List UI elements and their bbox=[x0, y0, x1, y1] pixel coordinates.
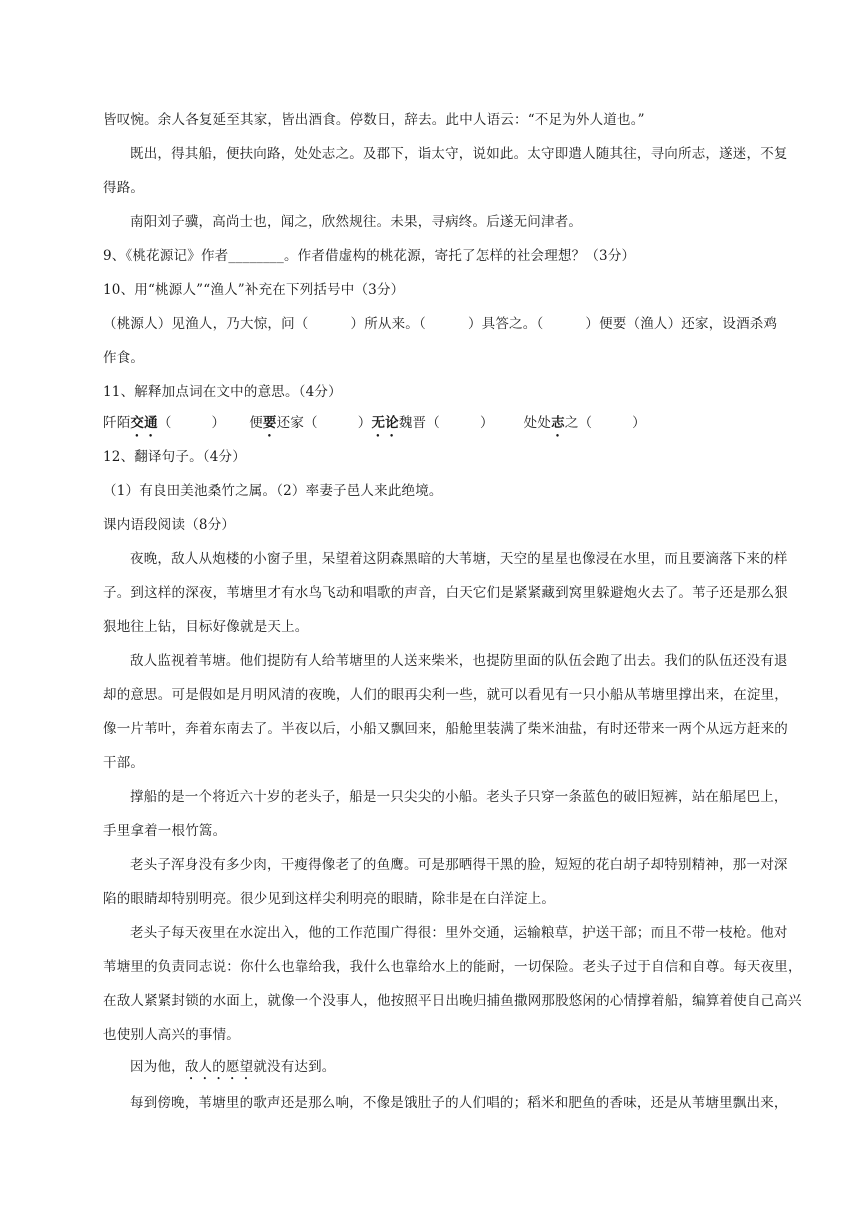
passage2-p1-line-2: 子。到这样的深夜，苇塘里才有水鸟飞动和唱歌的声音，白天它们是紧紧藏到窝里躲避炮火去了。苇子还是那么狠 bbox=[103, 585, 788, 601]
q10-part-c: ）具答之。（ bbox=[467, 316, 544, 332]
q11-word-4-pre: 处处 bbox=[523, 415, 552, 431]
passage2-p4-line-1: 老头子浑身没有多少肉，干瘦得像老了的鱼鹰。可是那晒得干黑的脸，短短的花白胡子却特别精神，那一对深 bbox=[130, 857, 788, 873]
question-10-line-1 bbox=[103, 315, 778, 333]
passage2-p5-line-1: 老头子每天夜里在水淀出入，他的工作范围广得很：里外交通，运输粮草，护送干部；而且不带一枝枪。他对 bbox=[130, 925, 788, 941]
passage2-p5-line-3: 在敌人紧紧封锁的水面上，就像一个没事人，他按照平日出晚归捕鱼撒网那股悠闲的心情撑着船，编算着使自己高兴 bbox=[103, 993, 802, 1009]
question-10-stem: 10、用“桃源人”“渔人”补充在下列括号中（3分） bbox=[103, 282, 405, 298]
q10-part-b: ）所从来。（ bbox=[350, 316, 426, 332]
passage2-p5-line-2: 苇塘里的负责同志说：你什么也靠给我，我什么也靠给水上的能耐，一切保险。老头子过于自信和自尊。每天夜里， bbox=[103, 959, 802, 975]
q11-word-2-post: 还家（ bbox=[276, 415, 318, 431]
question-12-items: （1）有良田美池桑竹之属。（2）率妻子邑人来此绝境。 bbox=[103, 483, 443, 499]
q11-word-2-pre: 便 bbox=[249, 415, 263, 431]
passage2-p2-line-3: 像一片苇叶，奔着东南去了。半夜以后，小船又飘回来，船舱里装满了柴米油盐，有时还带来一两个从远方赶来的 bbox=[103, 721, 788, 737]
passage2-p1-line-1: 夜晚，敌人从炮楼的小窗子里，呆望着这阴森黑暗的大苇塘，天空的星星也像浸在水里，而且要滴落下来的样 bbox=[130, 551, 788, 567]
q11-word-4-post: 之（ bbox=[564, 415, 593, 431]
q11-word-1-dotted: 交通 bbox=[130, 415, 158, 431]
question-10-line-2: 作食。 bbox=[103, 350, 145, 366]
passage2-p2-line-1: 敌人监视着苇塘。他们提防有人给苇塘里的人送来柴米，也提防里面的队伍会跑了出去。我们的队伍还没有退 bbox=[130, 653, 788, 669]
passage1-line-4: 南阳刘子骥，高尚士也，闻之，欣然规往。未果，寻病终。后遂无问津者。 bbox=[130, 214, 583, 230]
p6-dotted: 敌人的愿望 bbox=[184, 1059, 254, 1075]
question-11-stem: 11、解释加点词在文中的意思。（4分） bbox=[103, 384, 342, 400]
q11-word-2-dotted: 要 bbox=[262, 415, 277, 431]
question-9: 9、《桃花源记》作者________。作者借虚构的桃花源，寄托了怎样的社会理想？（3分） bbox=[103, 248, 636, 264]
question-11-words bbox=[103, 414, 759, 440]
passage2-p3-line-1: 撑船的是一个将近六十岁的老头子，船是一只尖尖的小船。老头子只穿一条蓝色的破旧短裤，站在船尾巴上， bbox=[130, 789, 788, 805]
p6-pre: 因为他， bbox=[130, 1059, 185, 1075]
passage2-p1-line-3: 狠地往上钻，目标好像就是天上。 bbox=[103, 619, 309, 635]
passage2-p7-line-1: 每到傍晚，苇塘里的歌声还是那么响，不像是饿肚子的人们唱的；稻米和肥鱼的香味，还是从苇塘里飘出来， bbox=[130, 1095, 788, 1111]
q11-word-3-close: ） bbox=[479, 415, 494, 431]
q11-word-2-close: ） bbox=[357, 415, 372, 431]
passage2-p5-line-4: 也使别人高兴的事情。 bbox=[103, 1027, 240, 1043]
passage1-line-2: 既出，得其船，便扶向路，处处志之。及郡下，诣太守，说如此。太守即遣人随其往，寻向所志，遂迷，不复 bbox=[130, 146, 788, 162]
p6-post: 就没有达到。 bbox=[253, 1059, 336, 1075]
q10-part-a: （桃源人）见渔人，乃大惊，问（ bbox=[103, 316, 309, 332]
passage2-p2-line-4: 干部。 bbox=[103, 755, 145, 771]
q11-word-1-close: ） bbox=[211, 415, 226, 431]
q11-word-4-dotted: 志 bbox=[551, 415, 565, 431]
passage1-line-1: 皆叹惋。余人各复延至其家，皆出酒食。停数日，辞去。此中人语云：“不足为外人道也。” bbox=[103, 112, 645, 128]
q11-word-3-post: 魏晋（ bbox=[398, 415, 440, 431]
section-heading: 课内语段阅读（8分） bbox=[103, 517, 236, 533]
passage2-p2-line-2: 却的意思。可是假如是月明风清的夜晚，人们的眼再尖利一些，就可以看见有一只小船从苇塘里撑出来，在淀里， bbox=[103, 687, 788, 703]
passage2-p6 bbox=[130, 1058, 759, 1083]
passage1-line-3: 得路。 bbox=[103, 180, 145, 196]
q11-word-1-pre: 阡陌 bbox=[103, 415, 131, 431]
q10-part-d: ）便要（渔人）还家，设酒杀鸡 bbox=[585, 316, 778, 332]
question-12-stem: 12、翻译句子。（4分） bbox=[103, 449, 246, 465]
passage2-p4-line-2: 陷的眼睛却特别明亮。很少见到这样尖利明亮的眼睛，除非是在白洋淀上。 bbox=[103, 891, 556, 907]
q11-word-1-post: （ bbox=[157, 415, 172, 431]
q11-word-3-dotted: 无论 bbox=[371, 415, 399, 431]
passage2-p3-line-2: 手里拿着一根竹篙。 bbox=[103, 823, 227, 839]
q11-word-4-close: ） bbox=[632, 415, 646, 431]
